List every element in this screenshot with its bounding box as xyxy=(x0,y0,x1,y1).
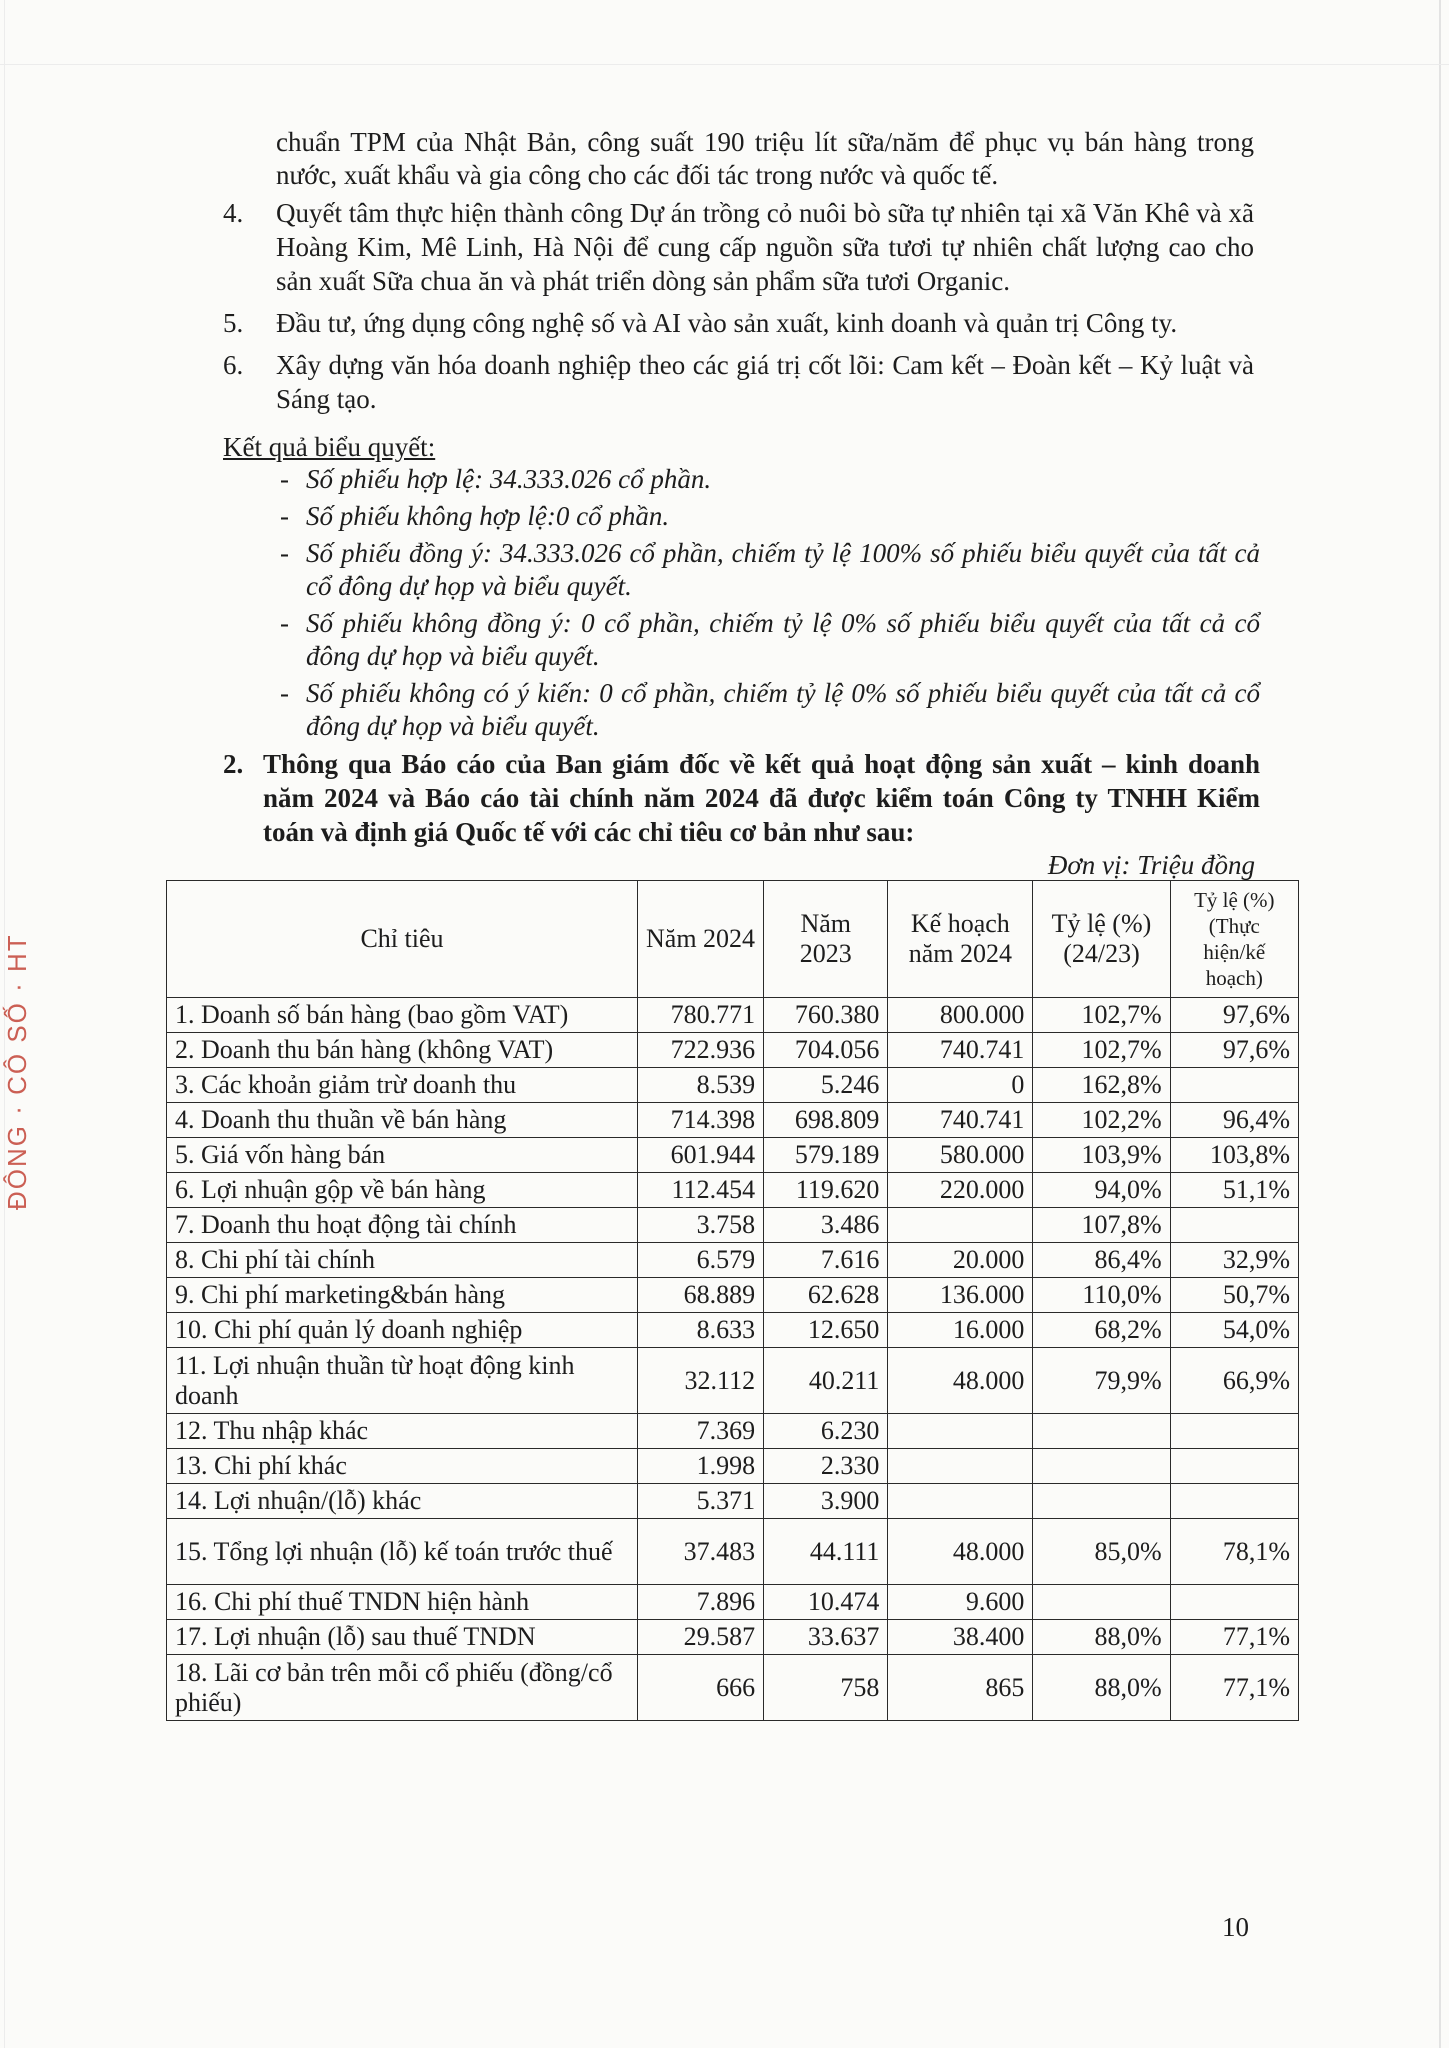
row-value-cell: 3.486 xyxy=(764,1208,888,1243)
row-indicator-cell: 8. Chi phí tài chính xyxy=(167,1243,638,1278)
table-body xyxy=(167,998,1299,1721)
row-value-cell: 579.189 xyxy=(764,1138,888,1173)
row-value-cell: 1.998 xyxy=(637,1449,763,1484)
row-value-cell: 0 xyxy=(888,1068,1033,1103)
row-value-cell: 103,9% xyxy=(1033,1138,1170,1173)
vote-result-item: - Số phiếu đồng ý: 34.333.026 cổ phần, chiếm tỷ lệ 100% số phiếu biểu quyết của tất cả cổ đông dự họp và biểu quyết. xyxy=(280,537,1260,603)
table-row xyxy=(167,1068,1299,1103)
table-row xyxy=(167,998,1299,1033)
row-value-cell: 740.741 xyxy=(888,1033,1033,1068)
row-value-cell: 62.628 xyxy=(764,1278,888,1313)
row-value-cell: 86,4% xyxy=(1033,1243,1170,1278)
row-value-cell: 102,2% xyxy=(1033,1103,1170,1138)
row-value-cell: 102,7% xyxy=(1033,1033,1170,1068)
row-value-cell: 110,0% xyxy=(1033,1278,1170,1313)
row-value-cell: 51,1% xyxy=(1170,1173,1298,1208)
row-indicator-cell: 12. Thu nhập khác xyxy=(167,1414,638,1449)
row-value-cell: 88,0% xyxy=(1033,1620,1170,1655)
row-indicator-cell: 18. Lãi cơ bản trên mỗi cổ phiếu (đồng/cổ phiếu) xyxy=(167,1655,638,1721)
row-value-cell: 66,9% xyxy=(1170,1348,1298,1414)
vote-result-item: - Số phiếu hợp lệ: 34.333.026 cổ phần. xyxy=(280,463,1260,496)
row-value-cell: 50,7% xyxy=(1170,1278,1298,1313)
row-value-cell: 865 xyxy=(888,1655,1033,1721)
row-indicator-cell: 10. Chi phí quản lý doanh nghiệp xyxy=(167,1313,638,1348)
table-row xyxy=(167,1278,1299,1313)
list-item-number: 4. xyxy=(223,198,244,228)
table-row xyxy=(167,1173,1299,1208)
row-value-cell xyxy=(1033,1449,1170,1484)
row-value-cell: 9.600 xyxy=(888,1585,1033,1620)
table-row xyxy=(167,1103,1299,1138)
row-value-cell: 68.889 xyxy=(637,1278,763,1313)
row-value-cell: 119.620 xyxy=(764,1173,888,1208)
page-edge xyxy=(1439,0,1441,2048)
row-value-cell: 88,0% xyxy=(1033,1655,1170,1721)
row-value-cell: 103,8% xyxy=(1170,1138,1298,1173)
row-value-cell xyxy=(1170,1208,1298,1243)
row-indicator-cell: 9. Chi phí marketing&bán hàng xyxy=(167,1278,638,1313)
row-value-cell: 580.000 xyxy=(888,1138,1033,1173)
row-value-cell: 220.000 xyxy=(888,1173,1033,1208)
table-row xyxy=(167,1033,1299,1068)
row-indicator-cell: 11. Lợi nhuận thuần từ hoạt động kinh doanh xyxy=(167,1348,638,1414)
row-value-cell: 16.000 xyxy=(888,1313,1033,1348)
table-row xyxy=(167,1620,1299,1655)
list-item-number: 5. xyxy=(223,308,244,338)
row-value-cell: 6.230 xyxy=(764,1414,888,1449)
row-value-cell: 8.539 xyxy=(637,1068,763,1103)
header-ratio-24-23: Tỷ lệ (%) (24/23) xyxy=(1033,881,1170,998)
table-row xyxy=(167,1655,1299,1721)
row-value-cell: 758 xyxy=(764,1655,888,1721)
row-value-cell: 79,9% xyxy=(1033,1348,1170,1414)
row-value-cell: 601.944 xyxy=(637,1138,763,1173)
row-value-cell: 97,6% xyxy=(1170,1033,1298,1068)
row-value-cell: 780.771 xyxy=(637,998,763,1033)
row-value-cell xyxy=(888,1414,1033,1449)
row-value-cell xyxy=(1170,1449,1298,1484)
row-value-cell: 5.246 xyxy=(764,1068,888,1103)
row-value-cell: 136.000 xyxy=(888,1278,1033,1313)
row-value-cell: 20.000 xyxy=(888,1243,1033,1278)
table-row xyxy=(167,1348,1299,1414)
table-row xyxy=(167,1585,1299,1620)
row-value-cell: 37.483 xyxy=(637,1519,763,1585)
row-value-cell: 85,0% xyxy=(1033,1519,1170,1585)
row-value-cell: 704.056 xyxy=(764,1033,888,1068)
row-value-cell: 722.936 xyxy=(637,1033,763,1068)
row-indicator-cell: 17. Lợi nhuận (lỗ) sau thuế TNDN xyxy=(167,1620,638,1655)
row-value-cell: 97,6% xyxy=(1170,998,1298,1033)
list-item-text: Quyết tâm thực hiện thành công Dự án trồng cỏ nuôi bò sữa tự nhiên tại xã Văn Khê và xã Hoàng Kim, Mê Linh, Hà Nội để cung cấp nguồn sữa tươi tự nhiên chất lượng cao cho sản xuất Sữa chua ăn và phát triển dòng sản phẩm sữa tươi Organic. xyxy=(276,198,1254,296)
row-value-cell xyxy=(1170,1068,1298,1103)
header-ratio-plan: Tỷ lệ (%) (Thực hiện/kế hoạch) xyxy=(1170,881,1298,998)
margin-stamp: ĐÔNG · CÔ SỐ · HT xyxy=(2,933,32,1210)
row-value-cell: 8.633 xyxy=(637,1313,763,1348)
row-indicator-cell: 1. Doanh số bán hàng (bao gồm VAT) xyxy=(167,998,638,1033)
row-value-cell: 6.579 xyxy=(637,1243,763,1278)
list-item-number: 6. xyxy=(223,350,244,380)
row-indicator-cell: 16. Chi phí thuế TNDN hiện hành xyxy=(167,1585,638,1620)
row-indicator-cell: 15. Tổng lợi nhuận (lỗ) kế toán trước thuế xyxy=(167,1519,638,1585)
intro-paragraph: chuẩn TPM của Nhật Bản, công suất 190 triệu lít sữa/năm để phục vụ bán hàng trong nước, xuất khẩu và gia công cho các đối tác trong nước và quốc tế. xyxy=(276,127,1254,190)
row-indicator-cell: 13. Chi phí khác xyxy=(167,1449,638,1484)
row-value-cell: 2.330 xyxy=(764,1449,888,1484)
row-value-cell: 107,8% xyxy=(1033,1208,1170,1243)
row-value-cell: 78,1% xyxy=(1170,1519,1298,1585)
list-item-text: Xây dựng văn hóa doanh nghiệp theo các giá trị cốt lõi: Cam kết – Đoàn kết – Kỷ luật và Sáng tạo. xyxy=(276,350,1254,414)
row-value-cell: 12.650 xyxy=(764,1313,888,1348)
row-value-cell: 10.474 xyxy=(764,1585,888,1620)
row-value-cell xyxy=(1033,1484,1170,1519)
section-number: 2. xyxy=(223,749,244,779)
table-row xyxy=(167,1243,1299,1278)
row-value-cell: 38.400 xyxy=(888,1620,1033,1655)
row-value-cell xyxy=(1170,1414,1298,1449)
row-value-cell xyxy=(888,1484,1033,1519)
row-value-cell: 29.587 xyxy=(637,1620,763,1655)
row-value-cell xyxy=(1170,1484,1298,1519)
row-value-cell: 96,4% xyxy=(1170,1103,1298,1138)
row-value-cell: 32.112 xyxy=(637,1348,763,1414)
row-value-cell xyxy=(888,1449,1033,1484)
financial-table xyxy=(166,880,1299,1721)
row-indicator-cell: 6. Lợi nhuận gộp về bán hàng xyxy=(167,1173,638,1208)
row-indicator-cell: 7. Doanh thu hoạt động tài chính xyxy=(167,1208,638,1243)
row-indicator-cell: 3. Các khoản giảm trừ doanh thu xyxy=(167,1068,638,1103)
row-value-cell: 3.900 xyxy=(764,1484,888,1519)
page-number: 10 xyxy=(1222,1912,1249,1942)
row-value-cell: 7.616 xyxy=(764,1243,888,1278)
row-value-cell: 7.896 xyxy=(637,1585,763,1620)
list-item-text: Đầu tư, ứng dụng công nghệ số và AI vào sản xuất, kinh doanh và quản trị Công ty. xyxy=(276,308,1178,338)
vote-result-item: - Số phiếu không đồng ý: 0 cổ phần, chiếm tỷ lệ 0% số phiếu biểu quyết của tất cả cổ đông dự họp và biểu quyết. xyxy=(280,607,1260,673)
vote-result-item: - Số phiếu không hợp lệ:0 cổ phần. xyxy=(280,500,1260,533)
section-text: Thông qua Báo cáo của Ban giám đốc về kết quả hoạt động sản xuất – kinh doanh năm 2024 và Báo cáo tài chính năm 2024 đã được kiểm toán Công ty TNHH Kiểm toán và định giá Quốc tế với các chỉ tiêu cơ bản như sau: xyxy=(263,749,1260,847)
row-value-cell xyxy=(1033,1585,1170,1620)
row-value-cell: 32,9% xyxy=(1170,1243,1298,1278)
row-value-cell xyxy=(1170,1585,1298,1620)
row-value-cell: 54,0% xyxy=(1170,1313,1298,1348)
row-indicator-cell: 14. Lợi nhuận/(lỗ) khác xyxy=(167,1484,638,1519)
row-value-cell: 40.211 xyxy=(764,1348,888,1414)
row-value-cell xyxy=(888,1208,1033,1243)
page-edge-top xyxy=(0,64,1449,65)
row-indicator-cell: 2. Doanh thu bán hàng (không VAT) xyxy=(167,1033,638,1068)
row-value-cell: 666 xyxy=(637,1655,763,1721)
table-row xyxy=(167,1208,1299,1243)
row-value-cell: 102,7% xyxy=(1033,998,1170,1033)
row-value-cell: 68,2% xyxy=(1033,1313,1170,1348)
row-value-cell: 162,8% xyxy=(1033,1068,1170,1103)
row-value-cell: 760.380 xyxy=(764,998,888,1033)
row-value-cell: 800.000 xyxy=(888,998,1033,1033)
table-row xyxy=(167,1414,1299,1449)
row-value-cell: 48.000 xyxy=(888,1519,1033,1585)
table-row xyxy=(167,1138,1299,1173)
row-value-cell: 48.000 xyxy=(888,1348,1033,1414)
row-indicator-cell: 4. Doanh thu thuần về bán hàng xyxy=(167,1103,638,1138)
unit-label: Đơn vị: Triệu đồng xyxy=(1047,850,1255,880)
table-row xyxy=(167,1484,1299,1519)
table-row xyxy=(167,1449,1299,1484)
row-value-cell: 740.741 xyxy=(888,1103,1033,1138)
row-value-cell: 714.398 xyxy=(637,1103,763,1138)
vote-result-item: - Số phiếu không có ý kiến: 0 cổ phần, chiếm tỷ lệ 0% số phiếu biểu quyết của tất cả cổ đông dự họp và biểu quyết. xyxy=(280,677,1260,743)
row-value-cell: 5.371 xyxy=(637,1484,763,1519)
row-value-cell: 3.758 xyxy=(637,1208,763,1243)
row-value-cell: 77,1% xyxy=(1170,1655,1298,1721)
vote-result-title: Kết quả biểu quyết: xyxy=(223,432,436,462)
header-indicator: Chỉ tiêu xyxy=(167,881,638,998)
vote-result-list xyxy=(280,463,1260,747)
row-value-cell: 112.454 xyxy=(637,1173,763,1208)
table-header-row xyxy=(167,881,1299,998)
row-value-cell: 77,1% xyxy=(1170,1620,1298,1655)
header-year-2023: Năm 2023 xyxy=(764,881,888,998)
row-indicator-cell: 5. Giá vốn hàng bán xyxy=(167,1138,638,1173)
header-plan-2024: Kế hoạch năm 2024 xyxy=(888,881,1033,998)
row-value-cell: 698.809 xyxy=(764,1103,888,1138)
table-row xyxy=(167,1313,1299,1348)
row-value-cell: 7.369 xyxy=(637,1414,763,1449)
header-year-2024: Năm 2024 xyxy=(637,881,763,998)
row-value-cell: 94,0% xyxy=(1033,1173,1170,1208)
table-row xyxy=(167,1519,1299,1585)
row-value-cell: 44.111 xyxy=(764,1519,888,1585)
row-value-cell: 33.637 xyxy=(764,1620,888,1655)
row-value-cell xyxy=(1033,1414,1170,1449)
